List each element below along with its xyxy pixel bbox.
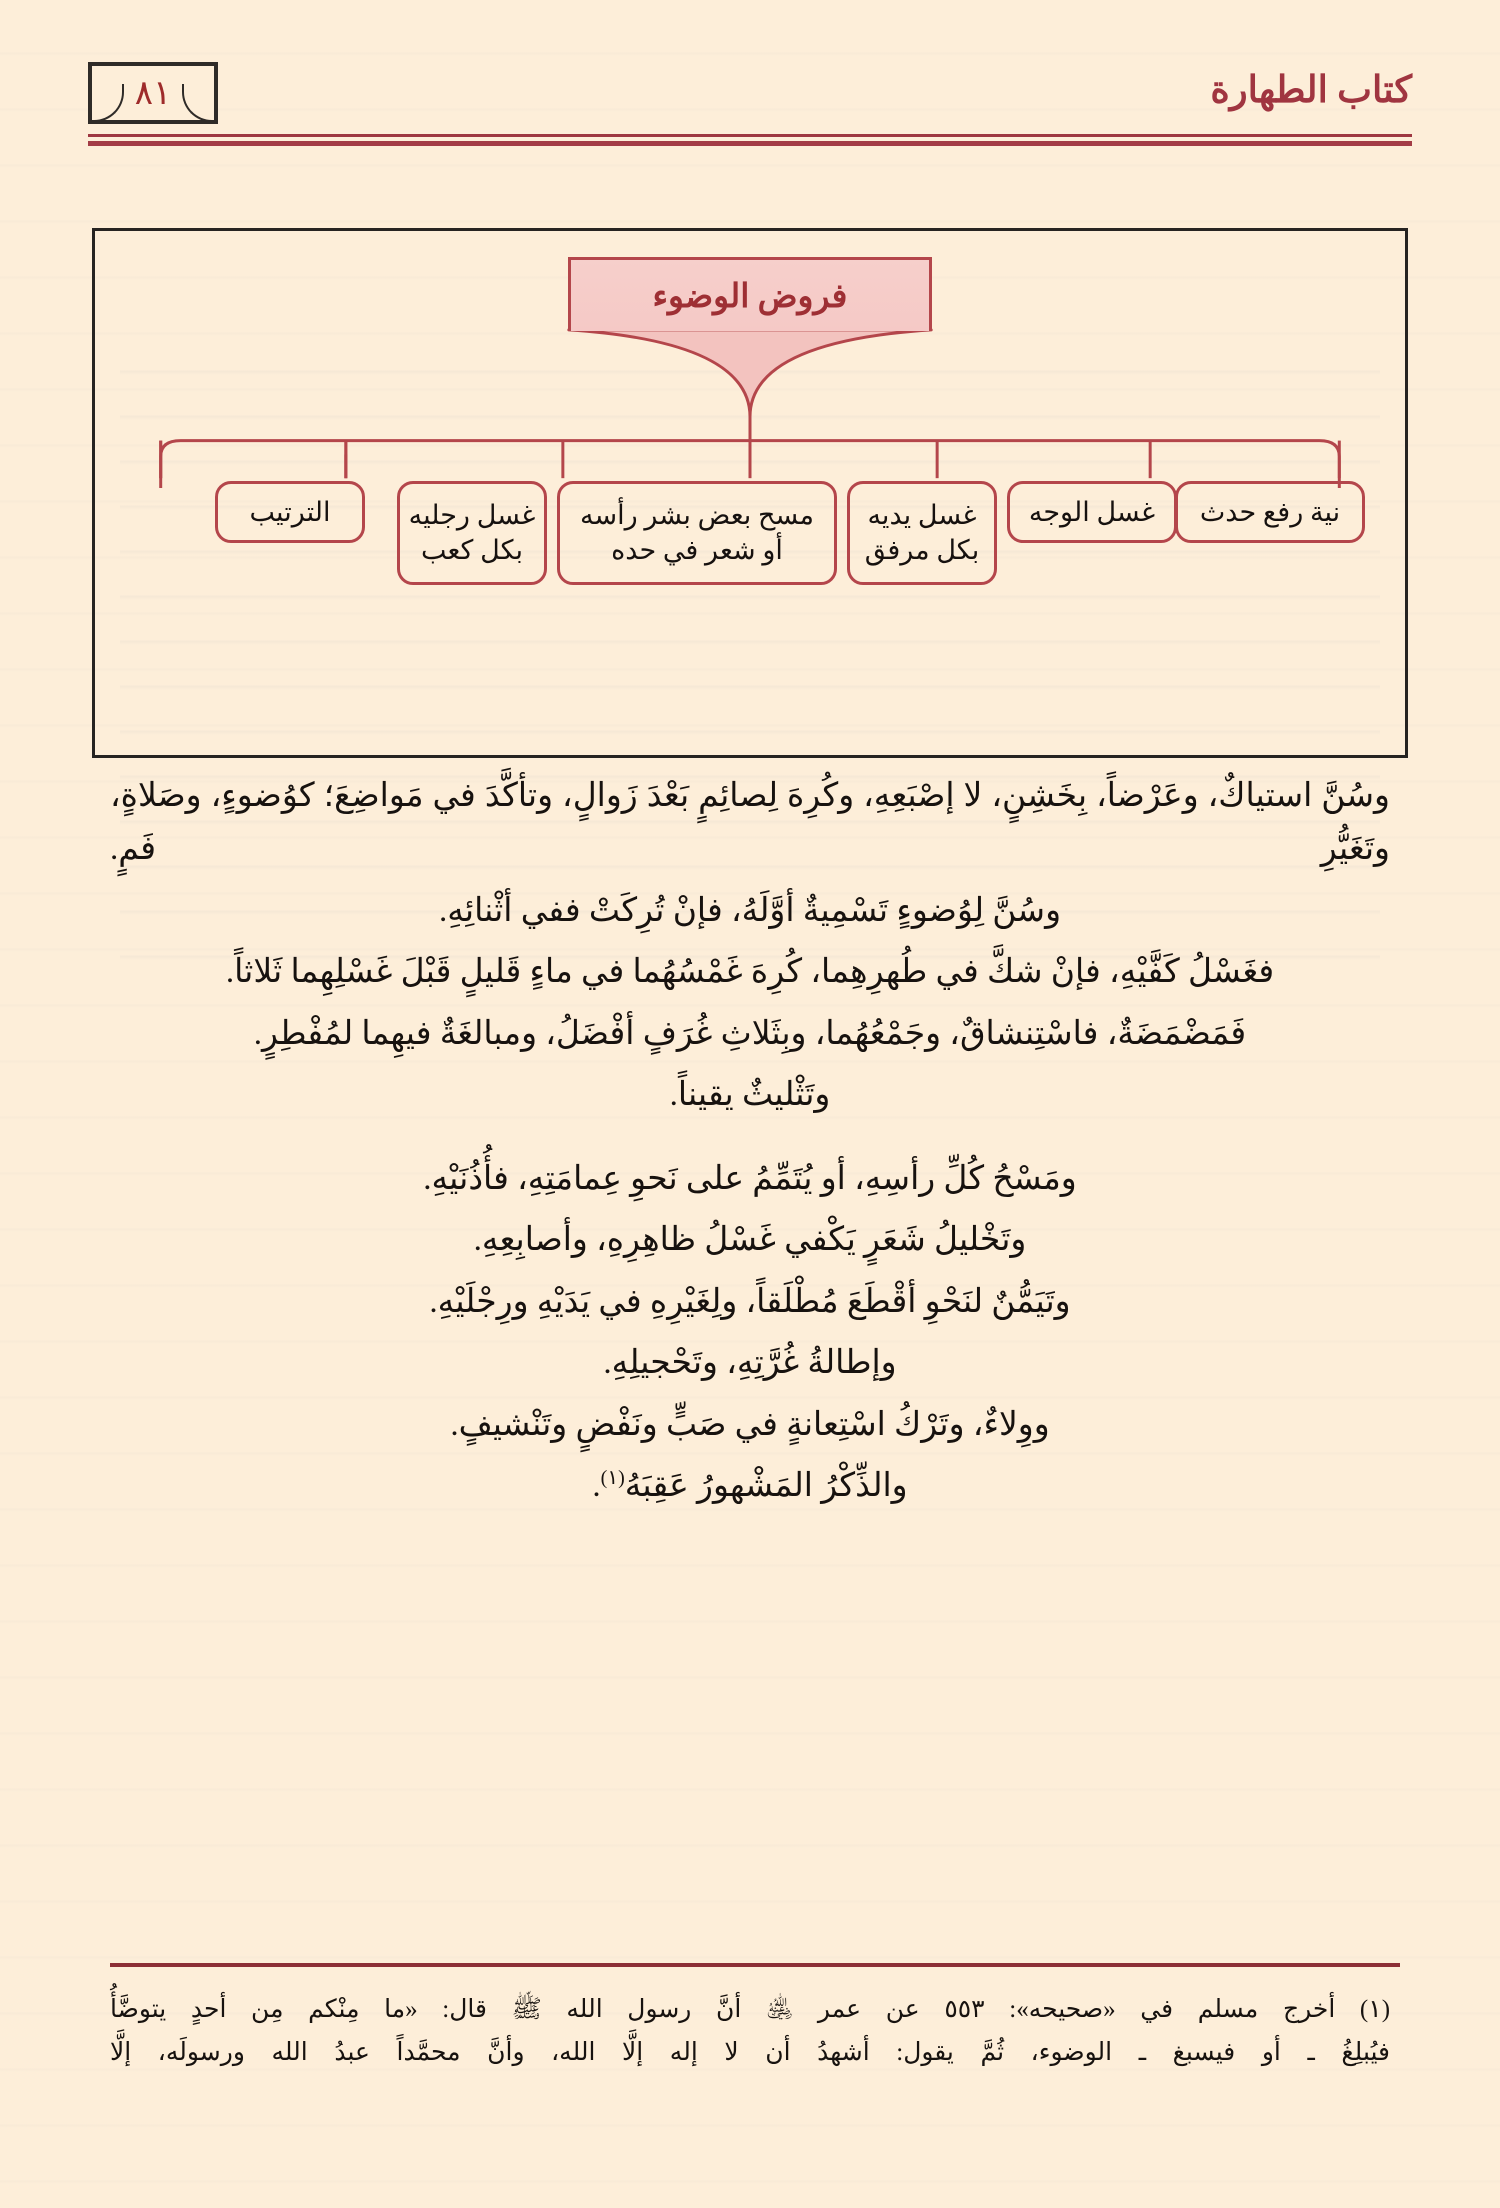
diagram-node-line-2: بكل كعب xyxy=(421,535,524,565)
paragraph-11 xyxy=(110,1460,1390,1513)
paragraph-11-period: . xyxy=(592,1467,601,1504)
footnote-section xyxy=(110,1988,1390,2074)
paragraph-4: فَمَضْمَضَةٌ، فاسْتِنشاقٌ، وجَمْعُهُما، وبِثَلاثِ غُرَفٍ أفْضَلُ، ومبالغَةٌ فيهِما لمُفْطِرٍ. xyxy=(253,1015,1247,1052)
diagram-node-label: نية رفع حدث xyxy=(1199,496,1341,527)
diagram-node-label xyxy=(572,498,822,567)
diagram-canvas xyxy=(95,231,1405,755)
diagram-node-line-1: غسل يديه xyxy=(867,500,977,531)
wudu-obligations-diagram xyxy=(92,228,1408,758)
paragraph-7: وتَخْليلُ شَعَرٍ يَكْفي غَسْلُ ظاهِرِهِ، وأصابِعِهِ. xyxy=(473,1222,1027,1259)
diagram-node-label: الترتيب xyxy=(249,496,331,527)
diagram-node-label xyxy=(857,498,987,567)
header-rule-thick xyxy=(88,141,1412,146)
paragraph-9: وإطالةُ غُرَّتِهِ، وتَحْجيلِهِ. xyxy=(603,1345,897,1382)
footnote-marker: (١) xyxy=(600,1466,625,1489)
paragraph-3: فغَسْلُ كَفَّيْهِ، فإنْ شكَّ في طُهرِهِما، كُرِهَ غَمْسُهُما في ماءٍ قَليلٍ قَبْلَ غَسْلِهِما ثَلاثاً. xyxy=(225,954,1275,991)
paragraph-5: وتَثْليثٌ يقيناً. xyxy=(669,1077,831,1114)
paragraph-1: وسُنَّ استياكٌ، وعَرْضاً، بِخَشِنٍ، لا إصْبَعِهِ، وكُرِهَ لِصائِمٍ بَعْدَ زَوالٍ، وتأكَّدَ في مَواضِعَ؛ كوُضوءٍ، وصَلاةٍ، وتَغَيُّرِ فَمٍ. xyxy=(110,778,1390,868)
diagram-node-label: غسل الوجه xyxy=(1028,496,1156,527)
diagram-node-line-1: مسح بعض بشر رأسه xyxy=(580,500,814,531)
paragraph-8: وتَيَمُّنٌ لنَحْوِ أقْطَعَ مُطْلَقاً، ولِغَيْرِهِ في يَدَيْهِ ورِجْلَيْهِ. xyxy=(429,1283,1071,1320)
book-title: كتاب الطهارة xyxy=(1210,70,1412,111)
diagram-node-0 xyxy=(1175,481,1365,543)
paragraph-10: ووِلاءٌ، وتَرْكُ اسْتِعانةٍ في صَبٍّ ونَفْضٍ وتَنْشيفٍ. xyxy=(450,1406,1050,1443)
root-ribbon xyxy=(569,330,931,417)
diagram-node-line-2: بكل مرفق xyxy=(864,535,980,565)
header-rule-thin xyxy=(88,134,1412,137)
footnote-divider xyxy=(110,1963,1400,1967)
diagram-node-3 xyxy=(557,481,837,585)
diagram-node-4 xyxy=(397,481,547,585)
diagram-node-line-2: أو شعر في حده xyxy=(611,535,783,565)
page-header xyxy=(88,62,1412,142)
diagram-root-node xyxy=(568,257,932,331)
header-divider xyxy=(88,134,1412,144)
diagram-node-label xyxy=(401,498,544,567)
diagram-node-line-1: غسل رجليه xyxy=(408,500,536,531)
page-number: ٨١ xyxy=(134,73,172,113)
diagram-node-5 xyxy=(215,481,365,543)
diagram-node-1 xyxy=(1007,481,1177,543)
footnote-line-2: فيُبلِغُ ـ أو فيسبغ ـ الوضوء، ثُمَّ يقول: أشهدُ أن لا إله إلَّا الله، وأنَّ محمَّداً عبدُ الله ورسولَه، إلَّا xyxy=(110,2039,1390,2066)
diagram-root-label: فروض الوضوء xyxy=(652,278,848,315)
footnote-line-1: (١) أخرج مسلم في «صحيحه»: ٥٥٣ عن عمر ﵁ أنَّ رسول الله ﷺ قال: «ما مِنْكم مِن أحدٍ يتوضَّأُ xyxy=(110,1996,1391,2023)
paragraph-11-text: والذِّكْرُ المَشْهورُ عَقِبَهُ xyxy=(624,1467,908,1504)
diagram-node-2 xyxy=(847,481,997,585)
paragraph-2: وسُنَّ لِوُضوءٍ تَسْمِيةٌ أوَّلَهُ، فإنْ تُرِكَتْ ففي أثْنائِهِ. xyxy=(438,892,1062,929)
page-number-badge xyxy=(88,62,218,124)
paragraph-6: ومَسْحُ كُلِّ رأسِهِ، أو يُتَمِّمُ على نَحوِ عِمامَتِهِ، فأُذُنَيْهِ. xyxy=(423,1160,1077,1197)
body-text xyxy=(110,770,1390,1521)
